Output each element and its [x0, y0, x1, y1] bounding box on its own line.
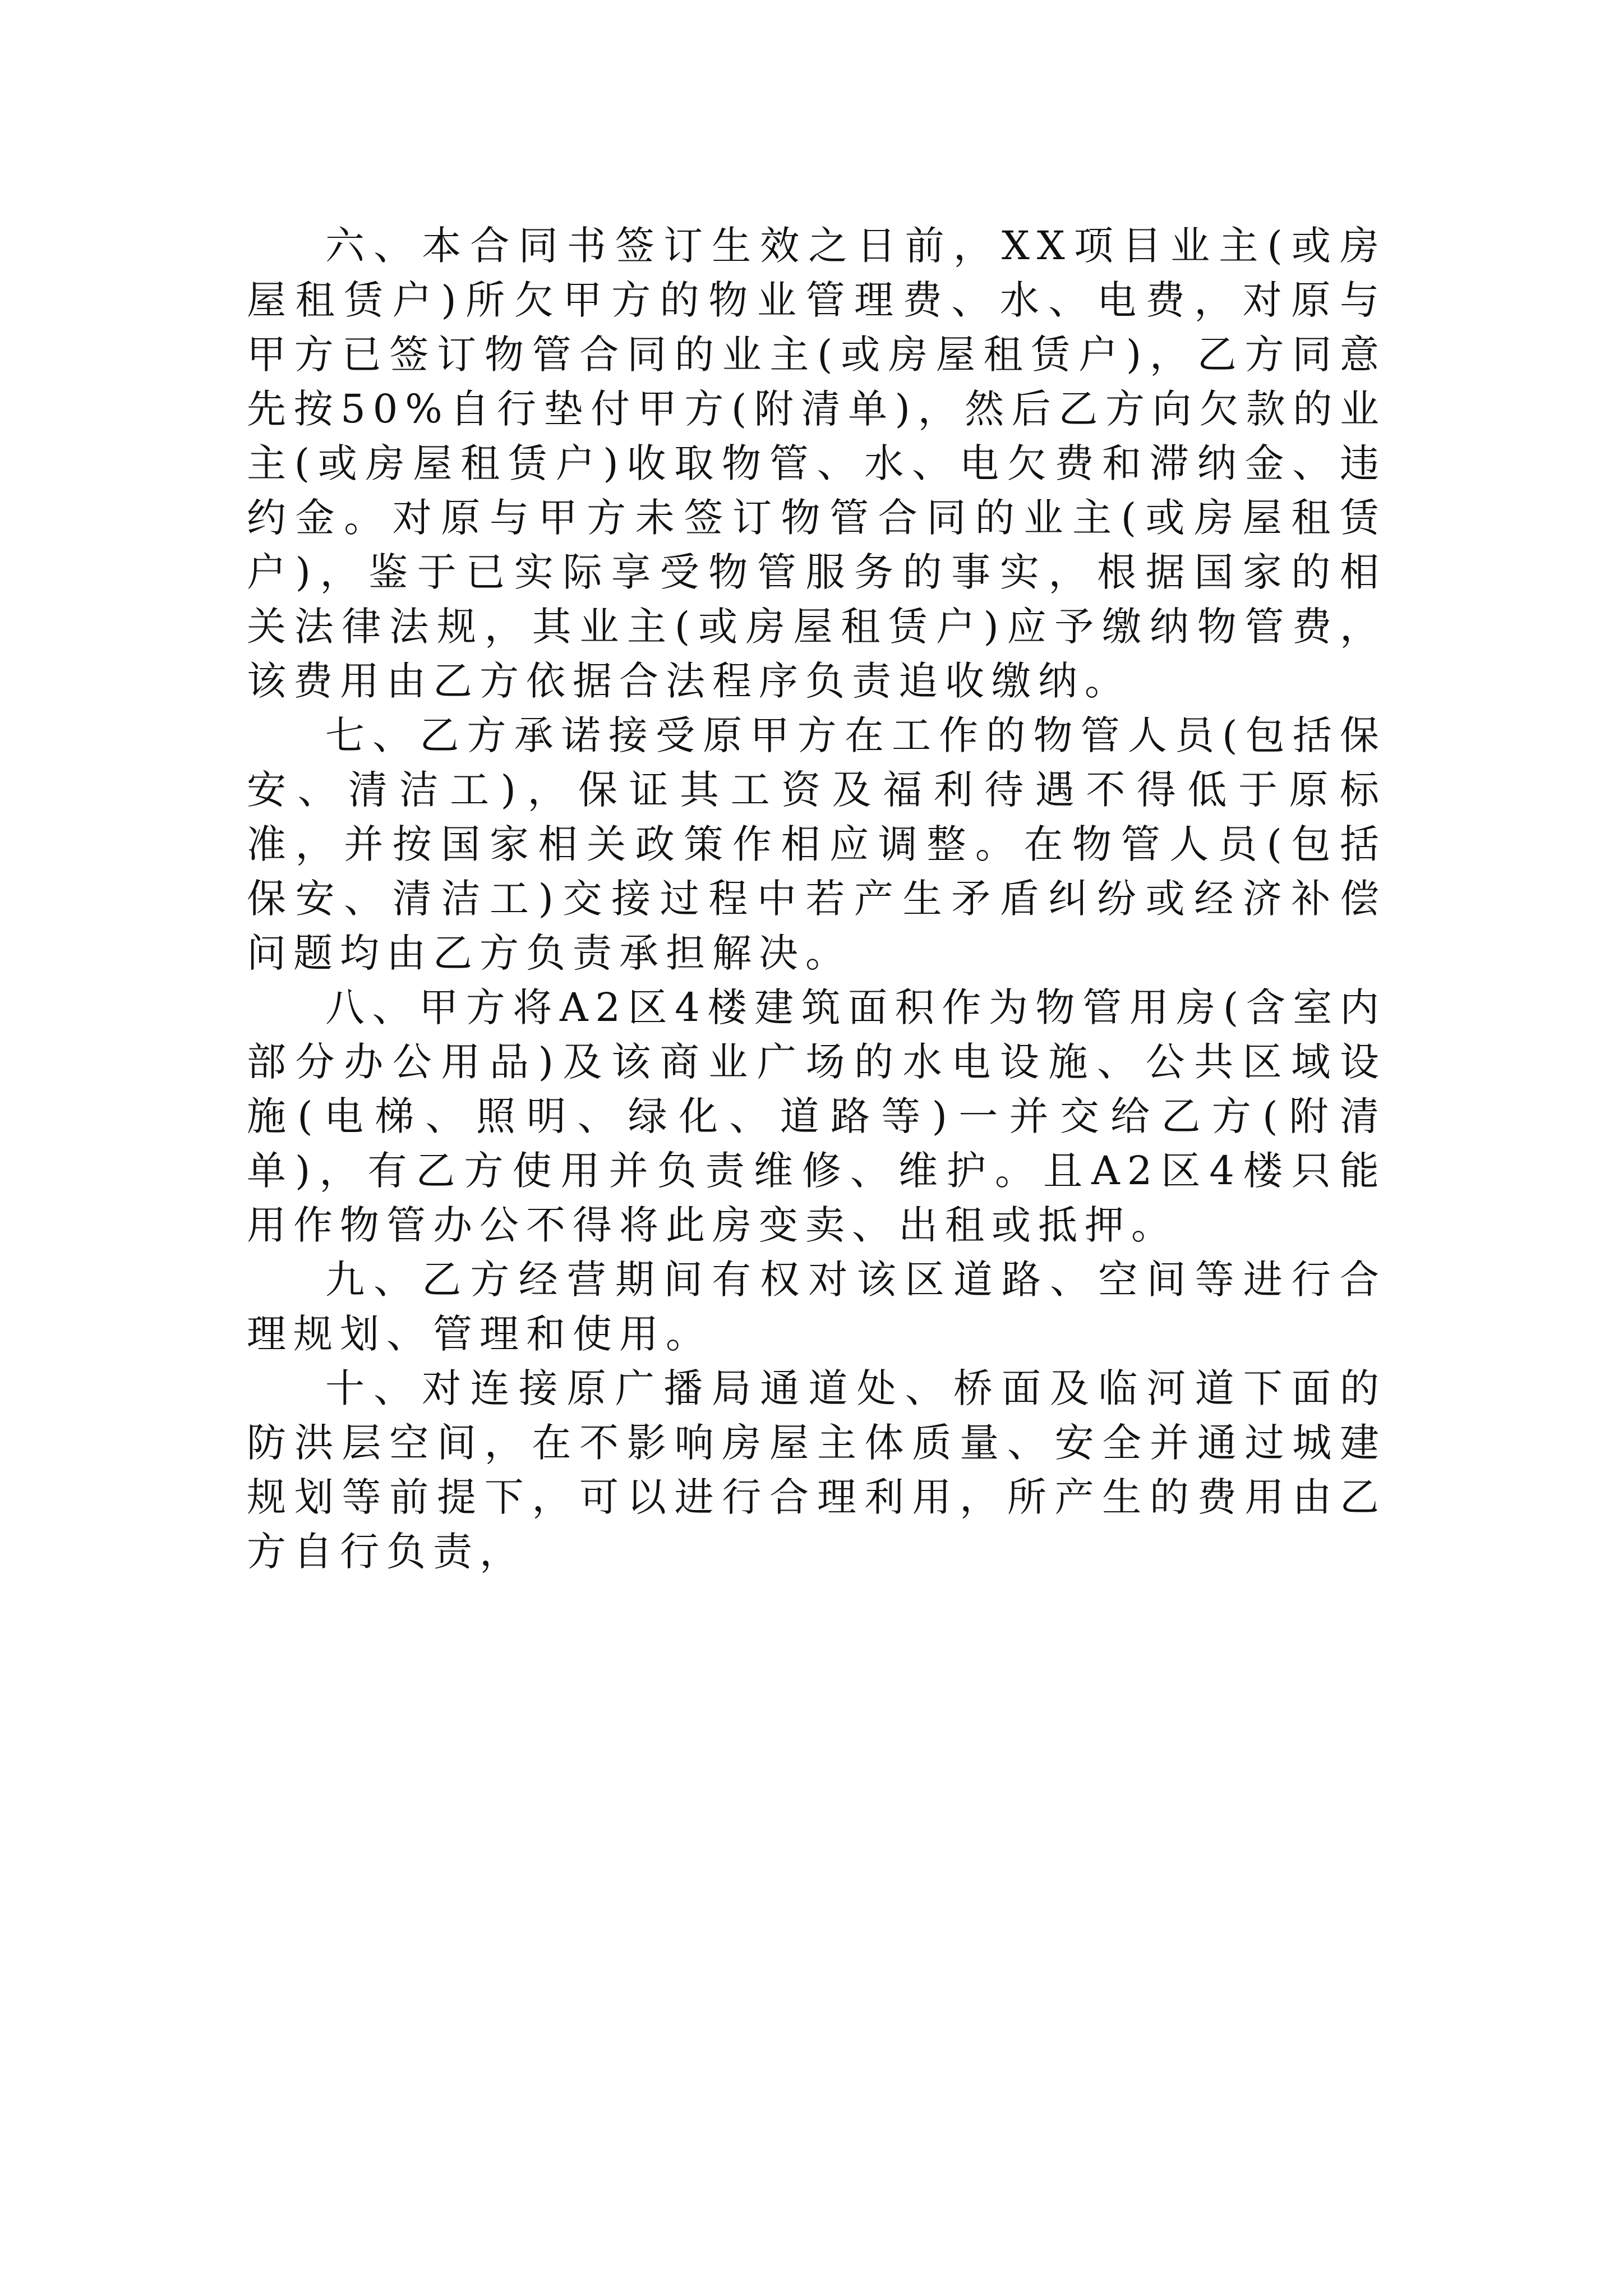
paragraph-6: 六、本合同书签订生效之日前，XX项目业主(或房屋租赁户)所欠甲方的物业管理费、水、电费，对原与甲方已签订物管合同的业主(或房屋租赁户)，乙方同意先按50%自行垫付甲方(附清单)，然后乙方向欠款的业主(或房屋租赁户)收取物管、水、电欠费和滞纳金、违约金。对原与甲方未签订物管合同的业主(或房屋租赁户)，鉴于已实际享受物管服务的事实，根据国家的相关法律法规，其业主(或房屋租赁户)应予缴纳物管费，该费用由乙方依据合法程序负责追收缴纳。: [247, 223, 1386, 704]
paragraph-10: 十、对连接原广播局通道处、桥面及临河道下面的防洪层空间，在不影响房屋主体质量、安全并通过城建规划等前提下，可以进行合理利用，所产生的费用由乙方自行负责，: [247, 1365, 1386, 1575]
paragraph-9: 九、乙方经营期间有权对该区道路、空间等进行合理规划、管理和使用。: [247, 1257, 1386, 1357]
paragraph-7: 七、乙方承诺接受原甲方在工作的物管人员(包括保安、清洁工)，保证其工资及福利待遇不得低于原标准，并按国家相关政策作相应调整。在物管人员(包括保安、清洁工)交接过程中若产生矛盾纠纷或经济补偿问题均由乙方负责承担解决。: [247, 712, 1386, 976]
document-body: [247, 219, 1386, 1579]
paragraph-8: 八、甲方将A2区4楼建筑面积作为物管用房(含室内部分办公用品)及该商业广场的水电设施、公共区域设施(电梯、照明、绿化、道路等)一并交给乙方(附清单)，有乙方使用并负责维修、维护。且A2区4楼只能用作物管办公不得将此房变卖、出租或抵押。: [247, 984, 1386, 1248]
